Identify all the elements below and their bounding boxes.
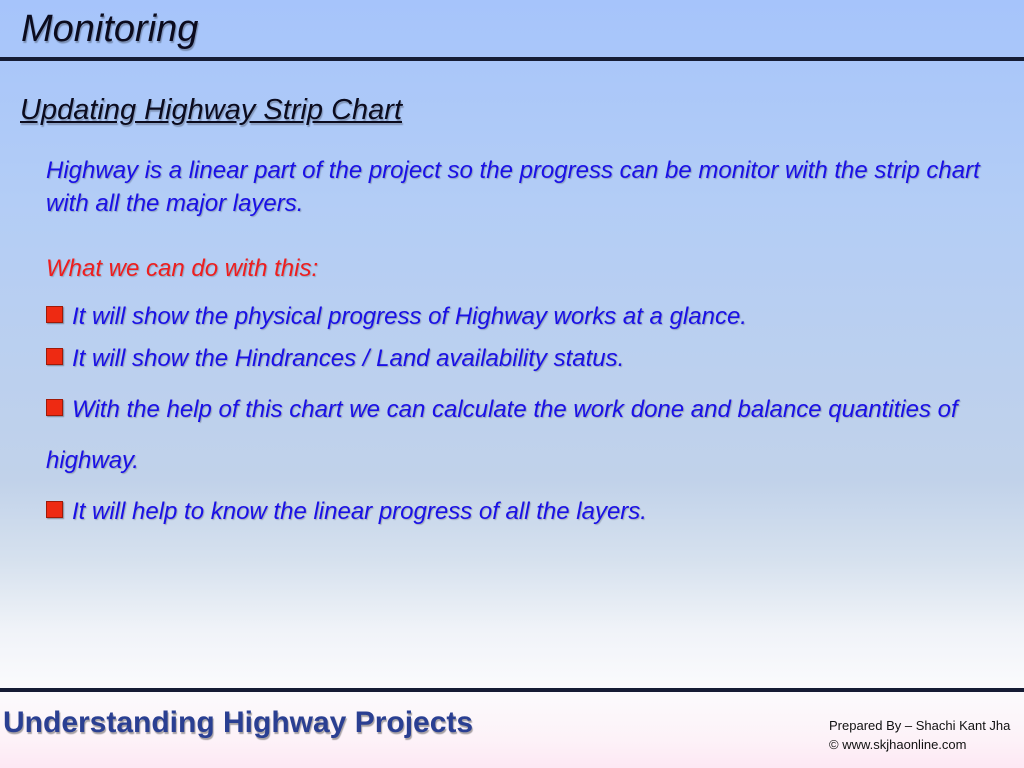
bullet-item <box>46 333 1006 384</box>
square-bullet-icon <box>46 306 63 323</box>
square-bullet-icon <box>46 501 63 518</box>
square-bullet-icon <box>46 348 63 365</box>
bullet-text: With the help of this chart we can calculate the work done and balance quantities of highway. <box>46 396 958 474</box>
square-bullet-icon <box>46 399 63 416</box>
credits <box>829 716 1010 754</box>
bullet-text: It will help to know the linear progress of all the layers. <box>72 498 647 525</box>
intro-paragraph: Highway is a linear part of the project so the progress can be monitor with the strip chart with all the major layers. <box>46 157 980 217</box>
what-heading: What we can do with this: <box>46 255 319 282</box>
bullet-item <box>46 300 1006 333</box>
author-credit: Prepared By – Shachi Kant Jha <box>829 718 1011 733</box>
bullet-item <box>46 384 1006 486</box>
bullet-item <box>46 486 1006 537</box>
slide-title: Monitoring <box>21 8 199 50</box>
website-credit: © www.skjhaonline.com <box>829 737 967 752</box>
bullet-text: It will show the physical progress of Highway works at a glance. <box>72 303 747 330</box>
slide-subtitle: Updating Highway Strip Chart <box>20 94 403 126</box>
footer-title: Understanding Highway Projects <box>3 706 474 739</box>
bullet-list <box>46 300 1006 537</box>
bullet-text: It will show the Hindrances / Land availability status. <box>72 345 625 372</box>
footer-divider <box>0 688 1024 692</box>
title-divider <box>0 57 1024 61</box>
